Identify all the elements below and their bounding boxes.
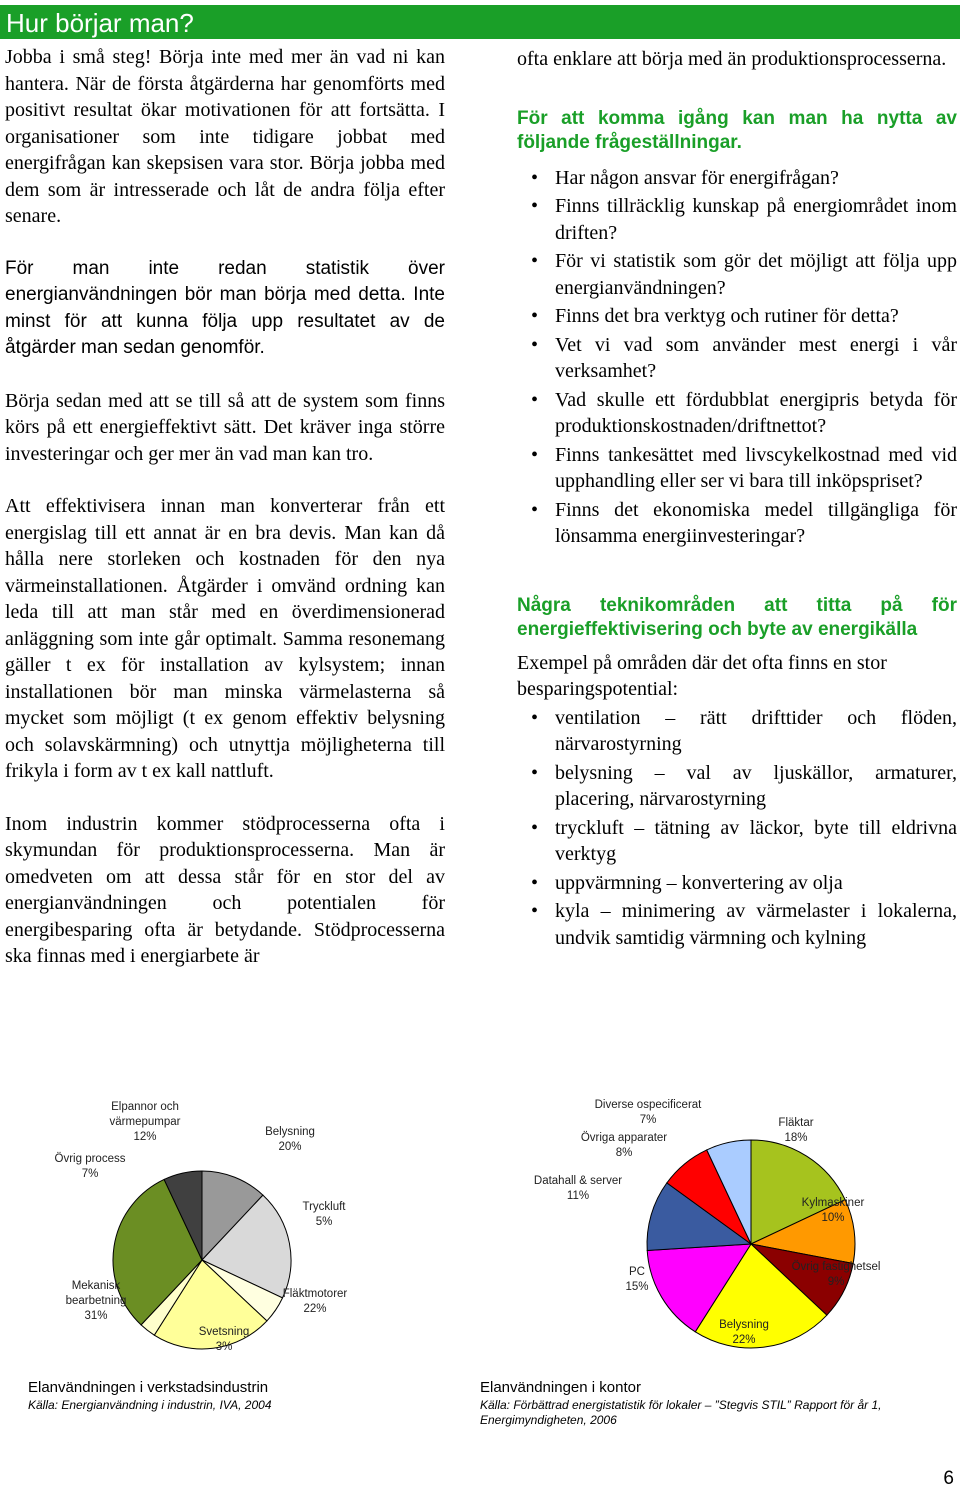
paragraph: Inom industrin kommer stödprocesserna ofta i skymundan för produktionsprocesserna. Man är omedveten om att dessa står för en stor del av energianvändningen och potentialen för energibesparing ofta är betydande. Stödprocesserna ska finnas med i energiarbete är bbox=[5, 812, 445, 967]
pie-label: Belysning 22% bbox=[719, 1319, 769, 1346]
list-item: • Vet vi vad som använder mest energi i vår verksamhet? bbox=[517, 332, 957, 385]
pie-label: Kylmaskiner 10% bbox=[801, 1197, 865, 1224]
continuation-paragraph: ofta enklare att börja med än produktionsprocesserna. bbox=[517, 48, 947, 70]
pie-label: Datahall & server 11% bbox=[533, 1175, 623, 1202]
pie-label: PC 15% bbox=[625, 1266, 649, 1293]
list-item: • belysning – val av ljuskällor, armaturer, placering, närvarostyrning bbox=[517, 760, 957, 813]
list-item: • kyla – minimering av värmelaster i lokalerna, undvik samtidig värmning och kylning bbox=[517, 898, 957, 951]
pie-label: Mekanisk bearbetning 31% bbox=[65, 1280, 127, 1322]
list-item: • Finns tankesättet med livscykelkostnad med vid upphandling eller ser vi bara till inköpspriset? bbox=[517, 442, 957, 495]
list-item: • För vi statistik som gör det möjligt att följa upp energianvändningen? bbox=[517, 248, 957, 301]
paragraph: För man inte redan statistik över energianvändningen bör man börja med detta. Inte minst för att kunna följa upp resultatet av de åtgärder man sedan genomför. bbox=[5, 257, 445, 358]
areas-heading: Några teknikområden att titta på för energieffektivisering och byte av energikälla bbox=[517, 594, 957, 640]
chart-title: Elanvändningen i kontor bbox=[480, 1379, 641, 1396]
page-title: Hur börjar man? bbox=[6, 8, 194, 38]
list-item: • tryckluft – tätning av läckor, byte till eldrivna verktyg bbox=[517, 815, 957, 868]
list-item: • Finns tillräcklig kunskap på energiområdet inom driften? bbox=[517, 193, 957, 246]
paragraph: Jobba i små steg! Börja inte med mer än vad ni kan hantera. När de första åtgärderna har genomförts med positivt resultat ökar motivationen för att fortsätta. I organisationer som inte tidigare jobbat med energifrågan kan skepsisen vara stor. Börja jobba med dem som är intresserade och låt de andra följa efter senare. bbox=[5, 46, 445, 227]
pie-label: Övrig fastighetsel 9% bbox=[791, 1261, 881, 1288]
chart-source: Källa: Energianvändning i industrin, IVA, 2004 bbox=[28, 1398, 272, 1412]
chart-source: Källa: Förbättrad energistatistik för lokaler – ”Stegvis STIL” Rapport för år 1, Energimyndigheten, 2006 bbox=[480, 1398, 882, 1427]
paragraph: Att effektivisera innan man konverterar från ett energislag till ett annat är en bra devis. Man kan då hålla nere storleken och kostnaden för den nya värmeinstallationen. Åtgärder i omvänd ordning kan leda till att man står med en överdimensionerad anläggning som inte går optimalt. Samma resonemang gäller t ex för installation av kylsystem; innan installationen bör man minska värmelasterna så mycket som möjligt (t ex genom effektiv belysning och solavskärmning) och utnyttja möjligheterna till frikyla i form av t ex kall nattluft. bbox=[5, 495, 445, 782]
paragraph: Börja sedan med att se till så att de system som finns körs på ett energieffektivt sätt. Det kräver inga större investeringar och ger mer än vad man kan tro. bbox=[5, 389, 445, 465]
pie-label: Övriga apparater 8% bbox=[580, 1132, 668, 1159]
questions-list bbox=[517, 165, 957, 550]
pie-label: Tryckluft 5% bbox=[302, 1201, 346, 1228]
right-column bbox=[517, 46, 957, 951]
office-pie-chart bbox=[520, 1085, 960, 1375]
pie-label: Svetsning 3% bbox=[198, 1326, 250, 1353]
page-number: 6 bbox=[943, 1468, 954, 1489]
areas-list bbox=[517, 705, 957, 952]
areas-intro: Exempel på områden där det ofta finns en stor besparingspotential: bbox=[517, 651, 887, 700]
header-bar bbox=[0, 5, 960, 39]
list-item: • ventilation – rätt drifttider och flöden, närvarostyrning bbox=[517, 705, 957, 758]
left-column bbox=[5, 44, 445, 996]
pie-label: Fläktmotorer 22% bbox=[282, 1288, 348, 1315]
pie-label: Diverse ospecificerat 7% bbox=[594, 1099, 702, 1126]
pie-label: Belysning 20% bbox=[265, 1126, 315, 1153]
pie-label: Elpannor och värmepumpar 12% bbox=[109, 1101, 181, 1143]
chart-title: Elanvändningen i verkstadsindustrin bbox=[28, 1379, 269, 1396]
list-item: • uppvärmning – konvertering av olja bbox=[517, 870, 957, 897]
list-item: • Finns det ekonomiska medel tillgängliga för lönsamma energiinvesteringar? bbox=[517, 497, 957, 550]
pie-label: Övrig process 7% bbox=[54, 1153, 126, 1180]
list-item: • Vad skulle ett fördubblat energipris betyda för produktionskostnaden/driftnettot? bbox=[517, 387, 957, 440]
industry-pie-chart bbox=[0, 1085, 480, 1375]
questions-heading: För att komma igång kan man ha nytta av följande frågeställningar. bbox=[517, 107, 957, 153]
list-item: • Finns det bra verktyg och rutiner för detta? bbox=[517, 303, 957, 330]
list-item: • Har någon ansvar för energifrågan? bbox=[517, 165, 957, 192]
pie-label: Fläktar 18% bbox=[778, 1117, 814, 1144]
